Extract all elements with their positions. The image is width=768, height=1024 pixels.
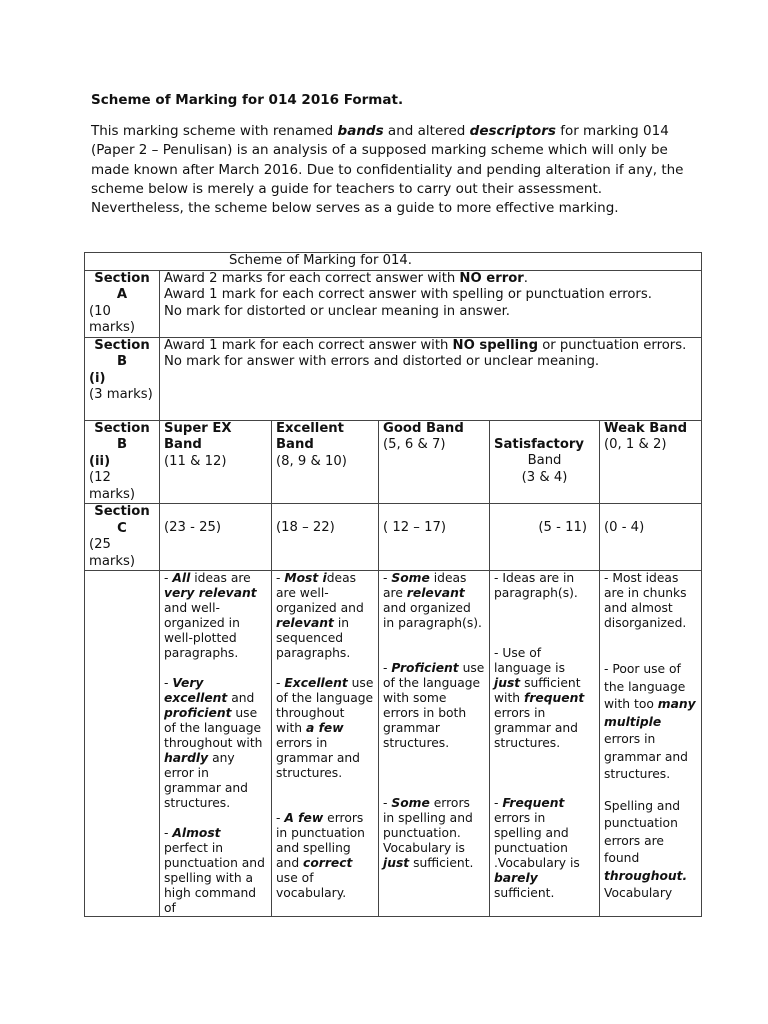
table-caption-row bbox=[85, 253, 702, 271]
range-weak: (0 - 4) bbox=[600, 504, 702, 571]
descriptor-ideas: - Some ideas are relevant and organized in paragraph(s). bbox=[383, 571, 482, 630]
band-name: Satisfactory bbox=[494, 436, 584, 452]
descriptor-language: - Poor use of the language with too many multiple errors in grammar and structures. bbox=[604, 662, 696, 781]
band-name: Good Band bbox=[383, 420, 464, 436]
rule-keyword: NO error bbox=[459, 270, 524, 286]
band-range: (8, 9 & 10) bbox=[276, 453, 347, 469]
descriptor-super-ex bbox=[160, 571, 272, 917]
table-caption bbox=[85, 253, 702, 271]
intro-paragraph bbox=[91, 122, 691, 218]
rule-line: No mark for answer with errors and distorted or unclear meaning. bbox=[164, 354, 600, 369]
section-b2-row bbox=[85, 420, 702, 504]
descriptor-language: - Use of language is just sufficient with frequent errors in grammar and structures. bbox=[494, 646, 585, 750]
section-head: Section bbox=[94, 337, 150, 353]
section-a-label bbox=[85, 270, 160, 337]
band-range: (3 & 4) bbox=[521, 469, 568, 485]
section-letter: B bbox=[116, 354, 128, 369]
section-sub: (i) bbox=[89, 370, 106, 386]
rule-line: No mark for distorted or unclear meaning in answer. bbox=[164, 303, 510, 319]
rule-keyword: NO spelling bbox=[452, 337, 539, 353]
rule-line bbox=[164, 271, 697, 288]
section-b1-rules bbox=[160, 337, 702, 420]
band-excellent bbox=[272, 420, 379, 504]
rule-text: Award 2 marks for each correct answer with bbox=[164, 270, 460, 286]
band-range: (0, 1 & 2) bbox=[604, 437, 667, 452]
section-marks: (25 marks) bbox=[89, 537, 136, 569]
descriptor-satisfactory bbox=[490, 571, 600, 917]
range-super-ex: (23 - 25) bbox=[160, 504, 272, 571]
section-letter: B bbox=[116, 437, 128, 452]
band-name: Weak Band bbox=[604, 420, 688, 436]
descriptor-ideas: - Most ideas are in chunks and almost disorganized. bbox=[604, 571, 687, 630]
descriptor-language: - Excellent use of the language throughout with a few errors in grammar and structures. bbox=[276, 676, 374, 780]
band-range: (11 & 12) bbox=[164, 453, 227, 469]
section-marks: (3 marks) bbox=[89, 387, 153, 402]
section-marks: (10 marks) bbox=[89, 303, 136, 335]
descriptors-empty-cell bbox=[85, 571, 160, 917]
section-sub: (ii) bbox=[89, 453, 111, 469]
band-name: Super EX Band bbox=[164, 420, 232, 452]
intro-keyword-descriptors: descriptors bbox=[469, 123, 556, 139]
section-a-rules bbox=[160, 270, 702, 337]
marking-scheme-table bbox=[84, 252, 702, 917]
section-head: Section bbox=[94, 504, 150, 519]
rule-text: or punctuation errors. bbox=[538, 337, 687, 353]
intro-text: and altered bbox=[383, 123, 470, 139]
section-c-row bbox=[85, 504, 702, 571]
band-super-ex bbox=[160, 420, 272, 504]
band-weak bbox=[600, 420, 702, 504]
range-good: ( 12 – 17) bbox=[379, 504, 490, 571]
section-b2-label bbox=[85, 420, 160, 504]
descriptor-ideas: - Ideas are in paragraph(s). bbox=[494, 571, 578, 600]
band-range: (5, 6 & 7) bbox=[383, 437, 446, 452]
section-letter: A bbox=[116, 287, 128, 302]
section-marks: (12 marks) bbox=[89, 470, 136, 502]
band-good bbox=[379, 420, 490, 504]
descriptor-ideas: - Most ideas are well-organized and relevant in sequenced paragraphs. bbox=[276, 571, 364, 660]
descriptor-ideas: - All ideas are very relevant and well-organized in well-plotted paragraphs. bbox=[164, 571, 257, 660]
range-excellent: (18 – 22) bbox=[272, 504, 379, 571]
descriptor-spelling: - Some errors in spelling and punctuation. Vocabulary is just sufficient. bbox=[383, 796, 474, 870]
descriptor-spelling: - Almost perfect in punctuation and spelling with a high command of bbox=[164, 826, 265, 915]
section-b1-label bbox=[85, 337, 160, 420]
descriptor-language: - Very excellent and proficient use of the language throughout with hardly any error in grammar and structures. bbox=[164, 676, 263, 810]
range-satisfactory: (5 - 11) bbox=[490, 504, 600, 571]
descriptor-weak bbox=[600, 571, 702, 917]
table-caption-text: Scheme of Marking for 014. bbox=[229, 253, 412, 268]
section-a-row bbox=[85, 270, 702, 337]
descriptor-spelling: - Frequent errors in spelling and punctuation .Vocabulary is barely sufficient. bbox=[494, 796, 580, 900]
band-name-cont: Band bbox=[527, 453, 562, 468]
band-satisfactory bbox=[490, 420, 600, 504]
intro-text: This marking scheme with renamed bbox=[91, 123, 338, 139]
descriptor-good bbox=[379, 571, 490, 917]
descriptors-row bbox=[85, 571, 702, 917]
section-letter: C bbox=[117, 520, 127, 536]
section-b1-row bbox=[85, 337, 702, 420]
descriptor-spelling: - A few errors in punctuation and spelling and correct use of vocabulary. bbox=[276, 811, 365, 900]
rule-text: Award 1 mark for each correct answer with bbox=[164, 337, 453, 353]
rule-line: Award 1 mark for each correct answer with spelling or punctuation errors. bbox=[164, 287, 652, 302]
section-head: Section bbox=[94, 270, 150, 286]
intro-text: for marking 014 (Paper 2 – Penulisan) is an analysis of a supposed marking scheme which will only be made known after March 2016. Due to confidentiality and pending alteration if any, the scheme below is merely a guide for teachers to carry out their assessment. Nevertheless, the scheme below serves as a guide to more effective marking. bbox=[91, 123, 684, 217]
section-head: Section bbox=[94, 420, 150, 436]
page-title: Scheme of Marking for 014 2016 Format. bbox=[91, 92, 404, 108]
descriptor-spelling: Spelling and punctuation errors are found throughout. Vocabulary bbox=[604, 798, 688, 900]
rule-text: . bbox=[523, 270, 528, 286]
intro-keyword-bands: bands bbox=[337, 123, 384, 139]
section-c-label bbox=[85, 504, 160, 571]
descriptor-language: - Proficient use of the language with some errors in both grammar structures. bbox=[383, 661, 485, 750]
rule-line bbox=[164, 338, 697, 355]
band-name: Excellent Band bbox=[276, 420, 344, 452]
descriptor-excellent bbox=[272, 571, 379, 917]
